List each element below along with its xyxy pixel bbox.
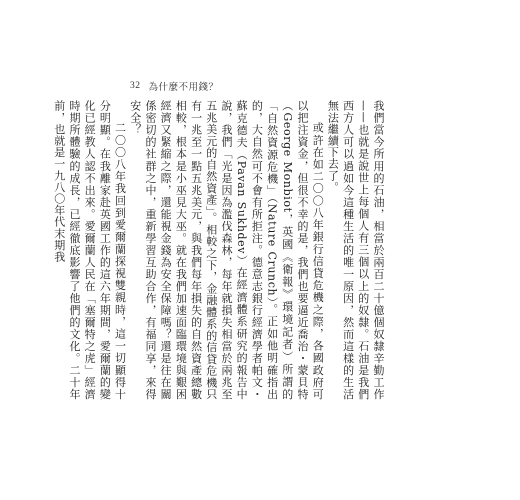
paragraph-3: 二〇〇八年我回到愛爾蘭探視雙親時，這一切顯得十分明顯。在我離家赴英國工作的這六年期間，愛爾蘭的變化已經教人認不出來。愛爾蘭人民在「塞爾特之虎」經濟時期所體驗的成長，已經徹底影響了他們的文化。二十年前，也就是一九八〇年代末期我 <box>52 100 127 400</box>
running-head <box>130 79 219 93</box>
paragraph-1: 我們當今所用的石油，相當於兩百二十億個奴隸辛勤工作——也就是說世上每個人有三個以上的奴隸。石油是我們西方人可以過如今這種生活的唯一原因，然而這樣的生活無法繼續下去了。 <box>326 100 385 400</box>
paragraph-2: 或許在如二〇〇八年銀行信貸危機之際，各國政府可以把注資金，但很不幸的是，我們也要逼近喬治・蒙貝特（George Monbiot，英國《衛報》環境記者）所謂的「自然資源危機」（Nature Crunch）。正如他明確指出的，大自然可不會有所拒注。德意志銀行經濟學者帕文・蘇克德夫（Pavan Sukhdev）在經濟體系研究的報告中說，我們「光是因為濫伐森林，每年就損失相當於兩兆至五兆美元的自然資產」。相較之下，金融體系的信貸危機只有一兆至一點五兆美元，與我們每年損失的自然資產總數相較，根本是小巫見大巫。就在我們加速面臨環境與艱困經濟又緊縮之際，還能視金錢為安全保障嗎？還是往在關係密切的社群之中，重新學習互助合作，有福同享，來得安全？ <box>128 100 325 400</box>
running-head-title: 為什麼不用錢？ <box>148 82 219 93</box>
body-text <box>52 100 386 400</box>
page-number: 32 <box>130 81 141 91</box>
